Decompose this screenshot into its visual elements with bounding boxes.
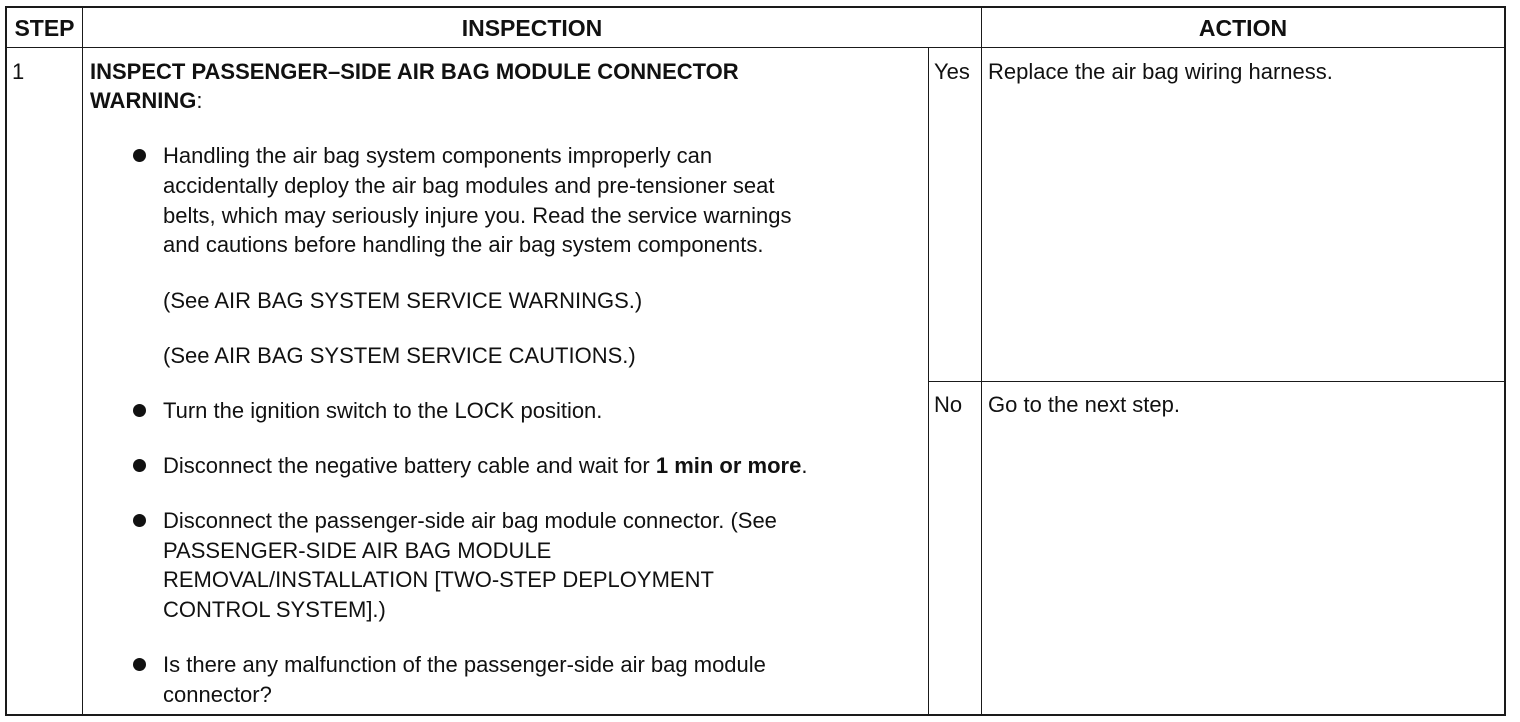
warning-text-line: Handling the air bag system components improperly can xyxy=(163,143,713,168)
warning-text-line: accidentally deploy the air bag modules and pre-tensioner seat xyxy=(163,173,775,198)
warning-text-line: and cautions before handling the air bag system components. xyxy=(163,232,764,257)
bullet-icon xyxy=(133,459,146,472)
yes-no-column-divider xyxy=(928,48,929,716)
battery-step-period: . xyxy=(801,453,808,478)
bullet-icon xyxy=(133,658,146,671)
header-inspection: INSPECTION xyxy=(461,15,603,41)
battery-step-text: Disconnect the negative battery cable and wait for xyxy=(163,453,656,478)
connector-step-line: PASSENGER-SIDE AIR BAG MODULE xyxy=(163,538,552,563)
service-warnings-reference: (See AIR BAG SYSTEM SERVICE WARNINGS.) xyxy=(163,288,643,313)
bullet-icon xyxy=(133,404,146,417)
yes-label: Yes xyxy=(934,59,970,84)
warning-heading xyxy=(90,86,202,116)
inspection-title: INSPECT PASSENGER–SIDE AIR BAG MODULE CONNECTOR xyxy=(90,59,739,84)
yes-no-row-divider xyxy=(928,381,1506,382)
header-action: ACTION xyxy=(1198,15,1288,41)
table-border-right xyxy=(1504,6,1506,716)
connector-step-line: Disconnect the passenger-side air bag module connector. (See xyxy=(163,508,777,533)
header-step: STEP xyxy=(14,15,75,41)
table-border-left xyxy=(5,6,7,716)
yes-action: Replace the air bag wiring harness. xyxy=(988,59,1333,84)
no-label: No xyxy=(934,392,963,417)
warning-label: WARNING xyxy=(90,88,197,113)
table-border-bottom xyxy=(5,714,1506,716)
warning-colon: : xyxy=(196,88,203,113)
question-line: connector? xyxy=(163,682,272,707)
action-column-divider xyxy=(981,6,982,716)
question-line: Is there any malfunction of the passenger-side air bag module xyxy=(163,652,766,677)
battery-wait-time: 1 min or more xyxy=(655,453,802,478)
header-divider xyxy=(5,47,1506,48)
battery-step xyxy=(163,451,807,481)
step-column-divider xyxy=(82,6,83,716)
connector-step-line: CONTROL SYSTEM].) xyxy=(163,597,386,622)
bullet-icon xyxy=(133,149,146,162)
warning-text-line: belts, which may seriously injure you. Read the service warnings xyxy=(163,203,792,228)
bullet-icon xyxy=(133,514,146,527)
connector-step-line: REMOVAL/INSTALLATION [TWO-STEP DEPLOYMENT xyxy=(163,567,714,592)
ignition-step: Turn the ignition switch to the LOCK position. xyxy=(163,398,603,423)
step-number: 1 xyxy=(12,59,25,84)
service-cautions-reference: (See AIR BAG SYSTEM SERVICE CAUTIONS.) xyxy=(163,343,636,368)
table-border-top xyxy=(5,6,1506,8)
no-action: Go to the next step. xyxy=(988,392,1181,417)
